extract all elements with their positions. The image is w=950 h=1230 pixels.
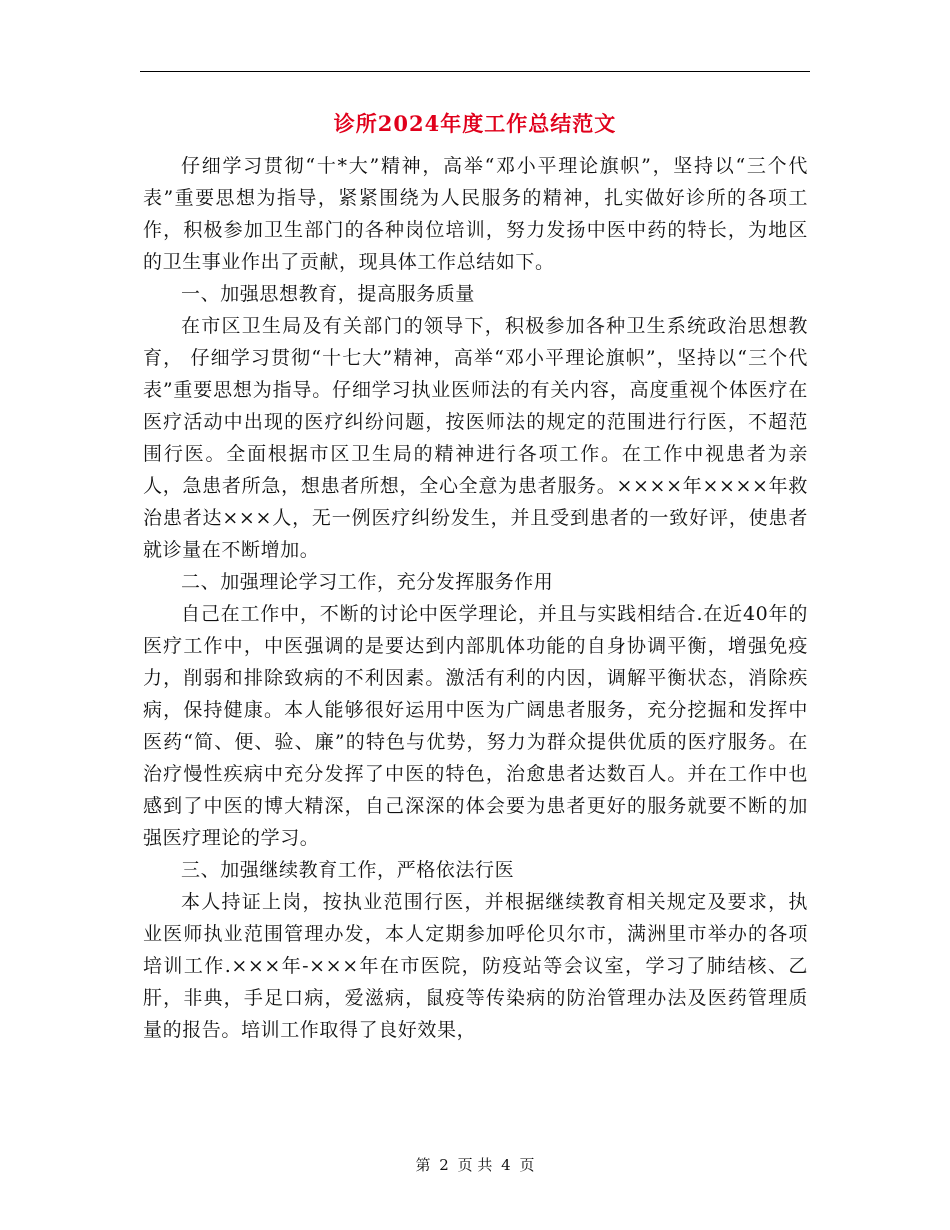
section-paragraph-3: 本人持证上岗，按执业范围行医，并根据继续教育相关规定及要求，执业医师执业范围管理办发，本人定期参加呼伦贝尔市，满洲里市举办的各项培训工作.×××年-×××年在市医院，防疫站等会议室，学习了肺结核、乙肝，非典，手足口病，爱滋病，鼠疫等传染病的防治管理办法及医药管理质量的报告。培训工作取得了良好效果，: [143, 891, 808, 1041]
section-heading-1: 一、加强思想教育，提高服务质量: [181, 283, 476, 305]
document-body: [143, 150, 808, 1046]
section-paragraph-1: 在市区卫生局及有关部门的领导下，积极参加各种卫生系统政治思想教育， 仔细学习贯彻“十七大”精神，高举“邓小平理论旗帜”，坚持以“三个代表”重要思想为指导。仔细学习执业医师法的有关内容，高度重视个体医疗在医疗活动中出现的医疗纠纷问题，按医师法的规定的范围进行行医，不超范围行医。全面根据市区卫生局的精神进行各项工作。在工作中视患者为亲人，急患者所急，想患者所想，全心全意为患者服务。××××年××××年救治患者达×××人，无一例医疗纠纷发生，并且受到患者的一致好评，使患者就诊量在不断增加。: [143, 315, 808, 561]
footer-suffix: 页: [519, 1156, 535, 1174]
page-number: 2: [439, 1156, 449, 1174]
section-heading-3: 三、加强继续教育工作，严格依法行医: [181, 859, 515, 881]
footer-prefix: 第: [415, 1156, 431, 1174]
section-paragraph-2: 自己在工作中，不断的讨论中医学理论，并且与实践相结合.在近40年的医疗工作中，中医强调的是要达到内部肌体功能的自身协调平衡，增强免疫力，削弱和排除致病的不利因素。激活有利的内因，调解平衡状态，消除疾病，保持健康。本人能够很好运用中医为广阔患者服务，充分挖掘和发挥中医药“简、便、验、廉”的特色与优势，努力为群众提供优质的医疗服务。在治疗慢性疾病中充分发挥了中医的特色，治愈患者达数百人。并在工作中也感到了中医的博大精深，自己深深的体会要为患者更好的服务就要不断的加强医疗理论的学习。: [143, 603, 808, 849]
section-heading-2: 二、加强理论学习工作，充分发挥服务作用: [181, 571, 554, 593]
page-footer: [0, 1154, 950, 1175]
page-total: 4: [501, 1156, 511, 1174]
intro-paragraph: 仔细学习贯彻“十*大”精神，高举“邓小平理论旗帜”，坚持以“三个代表”重要思想为指导，紧紧围绕为人民服务的精神，扎实做好诊所的各项工作，积极参加卫生部门的各种岗位培训，努力发扬中医中药的特长，为地区的卫生事业作出了贡献，现具体工作总结如下。: [143, 155, 808, 273]
header-rule: [140, 71, 810, 72]
footer-mid: 页 共: [457, 1156, 493, 1174]
document-title: 诊所2024年度工作总结范文: [333, 111, 617, 136]
